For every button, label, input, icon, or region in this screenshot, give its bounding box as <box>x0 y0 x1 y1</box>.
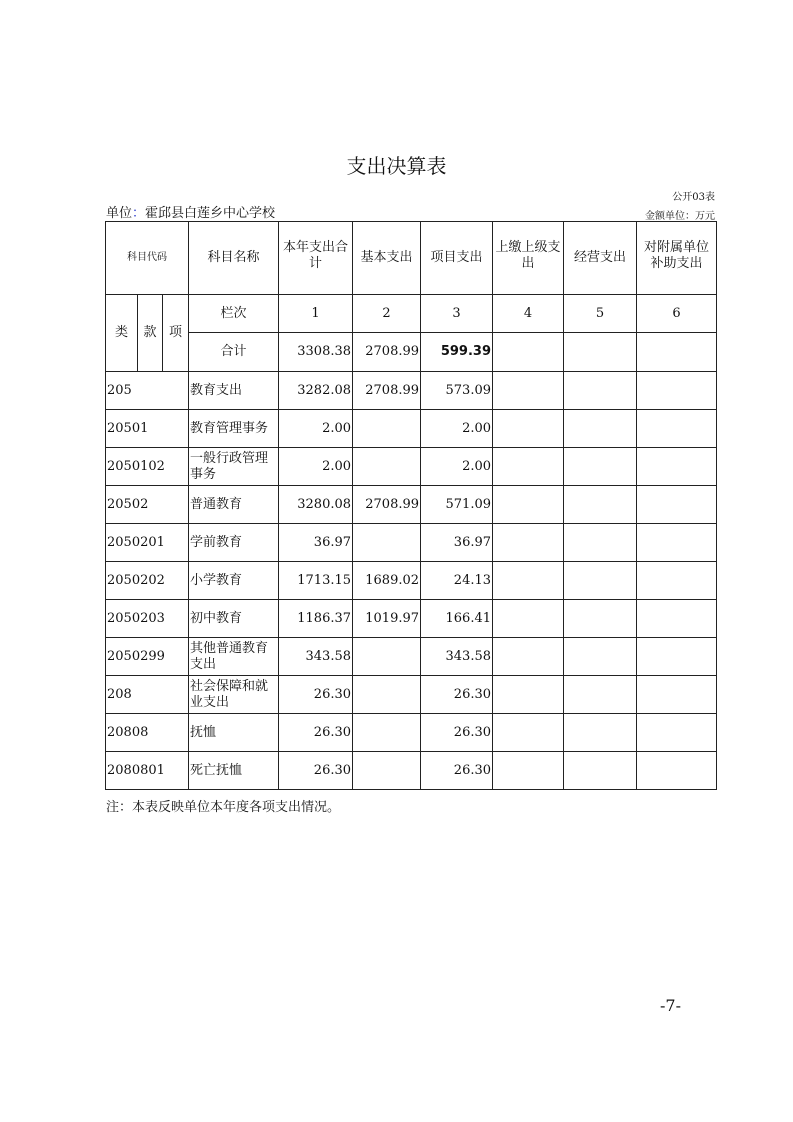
header-kuan: 款 <box>138 295 163 372</box>
row-operating <box>564 448 637 486</box>
col-index-5: 5 <box>564 295 637 333</box>
table-row <box>106 524 717 562</box>
form-number: 公开03表 <box>672 192 715 203</box>
row-project: 26.30 <box>421 676 493 714</box>
row-name: 其他普通教育支出 <box>189 638 279 676</box>
money-unit: 金额单位：万元 <box>645 211 715 222</box>
row-code: 2050102 <box>106 448 189 486</box>
unit-label: 单位 <box>106 206 133 221</box>
table-row <box>106 752 717 790</box>
row-total: 26.30 <box>279 714 353 752</box>
col-index-4: 4 <box>493 295 564 333</box>
row-total: 2.00 <box>279 448 353 486</box>
unit-name: 霍邱县白莲乡中心学校 <box>145 206 276 221</box>
row-name: 初中教育 <box>189 600 279 638</box>
col-index-label: 栏次 <box>189 295 279 333</box>
row-upper <box>493 524 564 562</box>
header-subsidy: 对附属单位补助支出 <box>637 222 717 295</box>
row-basic <box>353 448 421 486</box>
table-row <box>106 600 717 638</box>
row-upper <box>493 600 564 638</box>
row-project: 26.30 <box>421 752 493 790</box>
row-total: 3282.08 <box>279 372 353 410</box>
index-row <box>106 295 717 333</box>
total-operating <box>564 333 637 372</box>
total-label: 合计 <box>189 333 279 372</box>
table-row <box>106 676 717 714</box>
row-name: 抚恤 <box>189 714 279 752</box>
row-subsidy <box>637 638 717 676</box>
row-code: 208 <box>106 676 189 714</box>
row-name: 教育管理事务 <box>189 410 279 448</box>
row-project: 166.41 <box>421 600 493 638</box>
row-project: 343.58 <box>421 638 493 676</box>
page-number: -7- <box>660 996 681 1015</box>
row-name: 学前教育 <box>189 524 279 562</box>
row-basic <box>353 410 421 448</box>
row-code: 20501 <box>106 410 189 448</box>
header-row <box>106 222 717 295</box>
total-row <box>106 333 717 372</box>
row-total: 343.58 <box>279 638 353 676</box>
row-name: 小学教育 <box>189 562 279 600</box>
table-row <box>106 448 717 486</box>
row-total: 26.30 <box>279 676 353 714</box>
col-index-1: 1 <box>279 295 353 333</box>
unit-line <box>106 202 275 221</box>
page-title: 支出决算表 <box>346 154 447 178</box>
row-upper <box>493 448 564 486</box>
row-name: 死亡抚恤 <box>189 752 279 790</box>
col-index-2: 2 <box>353 295 421 333</box>
row-operating <box>564 562 637 600</box>
header-basic: 基本支出 <box>353 222 421 295</box>
row-subsidy <box>637 372 717 410</box>
row-upper <box>493 486 564 524</box>
row-upper <box>493 638 564 676</box>
row-basic <box>353 524 421 562</box>
row-total: 36.97 <box>279 524 353 562</box>
table-note: 注：本表反映单位本年度各项支出情况。 <box>106 800 341 815</box>
row-project: 573.09 <box>421 372 493 410</box>
row-total: 1186.37 <box>279 600 353 638</box>
row-subsidy <box>637 562 717 600</box>
row-name: 普通教育 <box>189 486 279 524</box>
table-row <box>106 486 717 524</box>
header-total: 本年支出合计 <box>279 222 353 295</box>
row-basic: 1689.02 <box>353 562 421 600</box>
row-basic: 2708.99 <box>353 486 421 524</box>
row-total: 2.00 <box>279 410 353 448</box>
header-xiang: 项 <box>163 295 189 372</box>
row-subsidy <box>637 410 717 448</box>
row-upper <box>493 676 564 714</box>
row-project: 36.97 <box>421 524 493 562</box>
total-upper <box>493 333 564 372</box>
row-upper <box>493 752 564 790</box>
row-project: 2.00 <box>421 448 493 486</box>
row-code: 20502 <box>106 486 189 524</box>
unit-colon: ： <box>132 206 146 221</box>
row-basic: 1019.97 <box>353 600 421 638</box>
row-project: 26.30 <box>421 714 493 752</box>
row-subsidy <box>637 714 717 752</box>
row-operating <box>564 676 637 714</box>
row-code: 20808 <box>106 714 189 752</box>
row-subsidy <box>637 486 717 524</box>
row-operating <box>564 600 637 638</box>
row-operating <box>564 714 637 752</box>
header-lei: 类 <box>106 295 138 372</box>
header-upper: 上缴上级支出 <box>493 222 564 295</box>
expenditure-table <box>105 221 717 790</box>
row-name: 一般行政管理事务 <box>189 448 279 486</box>
row-total: 26.30 <box>279 752 353 790</box>
row-project: 2.00 <box>421 410 493 448</box>
row-name: 社会保障和就业支出 <box>189 676 279 714</box>
row-basic <box>353 638 421 676</box>
row-name: 教育支出 <box>189 372 279 410</box>
table-row <box>106 562 717 600</box>
row-operating <box>564 524 637 562</box>
row-subsidy <box>637 752 717 790</box>
row-code: 2050299 <box>106 638 189 676</box>
row-upper <box>493 410 564 448</box>
header-project: 项目支出 <box>421 222 493 295</box>
row-code: 2050202 <box>106 562 189 600</box>
row-upper <box>493 562 564 600</box>
header-operating: 经营支出 <box>564 222 637 295</box>
row-total: 3280.08 <box>279 486 353 524</box>
total-subsidy <box>637 333 717 372</box>
row-code: 205 <box>106 372 189 410</box>
total-total: 3308.38 <box>279 333 353 372</box>
row-basic <box>353 752 421 790</box>
header-code: 科目代码 <box>106 222 189 295</box>
row-upper <box>493 372 564 410</box>
row-operating <box>564 372 637 410</box>
row-subsidy <box>637 600 717 638</box>
col-index-3: 3 <box>421 295 493 333</box>
row-operating <box>564 410 637 448</box>
row-project: 571.09 <box>421 486 493 524</box>
header-name: 科目名称 <box>189 222 279 295</box>
row-basic <box>353 714 421 752</box>
row-basic: 2708.99 <box>353 372 421 410</box>
table-row <box>106 372 717 410</box>
row-subsidy <box>637 524 717 562</box>
row-subsidy <box>637 676 717 714</box>
row-subsidy <box>637 448 717 486</box>
row-operating <box>564 638 637 676</box>
row-basic <box>353 676 421 714</box>
row-upper <box>493 714 564 752</box>
row-code: 2080801 <box>106 752 189 790</box>
row-operating <box>564 752 637 790</box>
row-project: 24.13 <box>421 562 493 600</box>
table-row <box>106 714 717 752</box>
col-index-6: 6 <box>637 295 717 333</box>
total-project: 599.39 <box>421 333 493 372</box>
row-operating <box>564 486 637 524</box>
total-basic: 2708.99 <box>353 333 421 372</box>
row-code: 2050201 <box>106 524 189 562</box>
table-row <box>106 410 717 448</box>
row-code: 2050203 <box>106 600 189 638</box>
row-total: 1713.15 <box>279 562 353 600</box>
table-row <box>106 638 717 676</box>
